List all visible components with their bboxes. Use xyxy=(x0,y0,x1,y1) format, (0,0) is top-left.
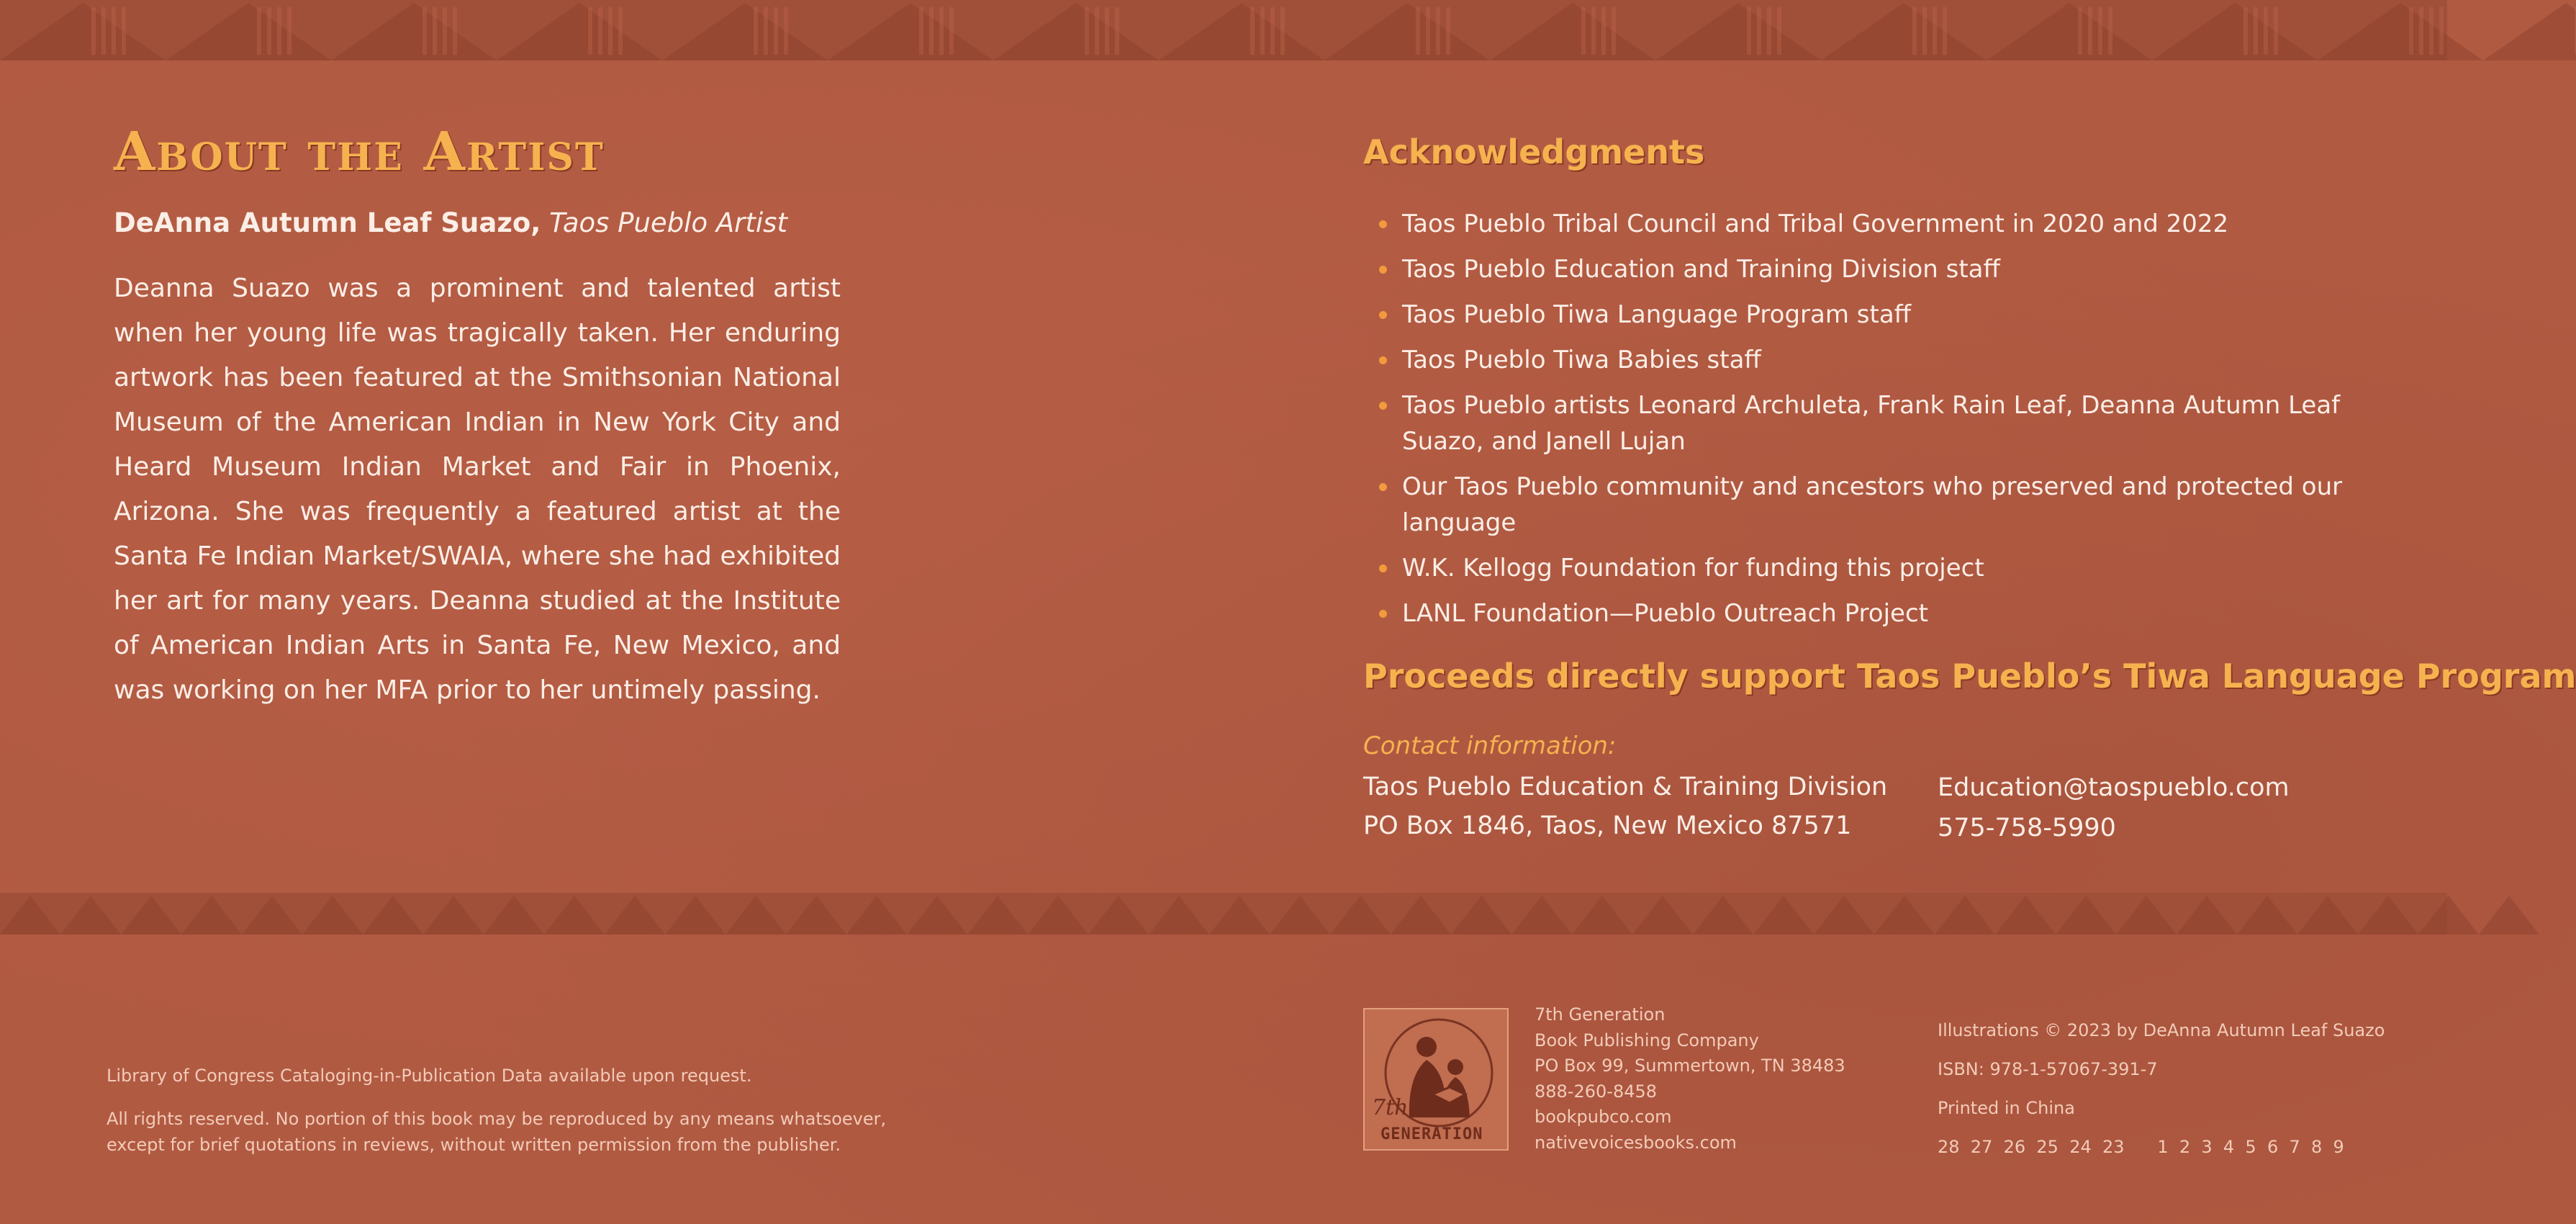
pattern-bar xyxy=(939,7,944,55)
reading-figures-icon xyxy=(1365,1009,1507,1149)
pattern-bar xyxy=(588,7,592,55)
rights-line-1: All rights reserved. No portion of this book may be reproduced by any means whatsoever, xyxy=(107,1109,887,1129)
middle-pattern-svg xyxy=(0,893,2447,935)
list-item-text: Taos Pueblo Tiwa Babies staff xyxy=(1402,346,1761,374)
contact-address: PO Box 1846, Taos, New Mexico 87571 xyxy=(1363,811,1852,840)
contact-details-block xyxy=(1938,768,2290,848)
bullet-icon xyxy=(1379,483,1387,491)
pattern-bar xyxy=(101,7,106,55)
list-item xyxy=(1363,342,2371,378)
pattern-bar xyxy=(1446,7,1450,55)
bullet-icon xyxy=(1379,356,1387,364)
logo-text-top: 7th xyxy=(1372,1095,1409,1120)
bullet-icon xyxy=(1379,220,1387,228)
pattern-bar xyxy=(608,7,613,55)
list-item xyxy=(1363,469,2371,541)
list-item xyxy=(1363,550,2371,586)
top-pattern-band xyxy=(0,0,2447,60)
cataloging-note: Library of Congress Cataloging-in-Publication Data available upon request. xyxy=(107,1066,752,1086)
pattern-bar xyxy=(1270,7,1275,55)
pattern-triangle xyxy=(2483,3,2576,60)
artist-bio: Deanna Suazo was a prominent and talented artist when her young life was tragically taken. Her enduring artwork has been featured at the Smithsonian National Museum of the American Indian in New York City and Heard Museum Indian Market and Fair in Phoenix, Arizona. She was frequently a featured artist at the Santa Fe Indian Market/SWAIA, where she had exhibited her art for many years. Deanna studied at the Institute of American Indian Arts in Santa Fe, New Mexico, and was working on her MFA prior to her untimely passing. xyxy=(114,274,841,705)
artist-name: DeAnna Autumn Leaf Suazo, xyxy=(114,207,541,238)
list-item xyxy=(1363,206,2371,242)
pattern-bar xyxy=(1105,7,1109,55)
contact-phone: 575-758-5990 xyxy=(1938,814,2116,842)
bullet-icon xyxy=(1379,402,1387,410)
bullet-icon xyxy=(1379,311,1387,319)
pattern-bar xyxy=(1095,7,1099,55)
rights-line-2: except for brief quotations in reviews, without written permission from the publisher. xyxy=(107,1135,841,1155)
pattern-bar xyxy=(257,7,261,55)
publisher-website-1: bookpubco.com xyxy=(1535,1107,1672,1127)
contact-org: Taos Pueblo Education & Training Division xyxy=(1363,773,1888,801)
pattern-bar xyxy=(1581,7,1586,55)
printing-line xyxy=(1938,1128,2385,1166)
bullet-icon xyxy=(1379,564,1387,572)
contact-email: Education@taospueblo.com xyxy=(1938,773,2290,802)
pattern-bar xyxy=(1601,7,1606,55)
pattern-bar xyxy=(422,7,427,55)
pattern-bar xyxy=(1922,7,1927,55)
rights-notice xyxy=(107,1106,898,1158)
pattern-bar xyxy=(919,7,923,55)
pattern-bar xyxy=(1612,7,1616,55)
pattern-bar xyxy=(2429,7,2433,55)
pattern-bar xyxy=(267,7,271,55)
publisher-phone: 888-260-8458 xyxy=(1535,1081,1658,1102)
pattern-bar xyxy=(2088,7,2092,55)
contact-label: Contact information: xyxy=(1363,732,1617,760)
printed-in: Printed in China xyxy=(1938,1098,2075,1118)
illustrations-credit: Illustrations © 2023 by DeAnna Autumn Leaf Suazo xyxy=(1938,1020,2385,1040)
pattern-bar xyxy=(287,7,292,55)
logo-text-bottom: GENERATION xyxy=(1380,1125,1483,1143)
pattern-bar xyxy=(1280,7,1285,55)
pattern-bar xyxy=(1777,7,1781,55)
pattern-bar xyxy=(2254,7,2258,55)
printing-numbers: 1 2 3 4 5 6 7 8 9 xyxy=(2157,1137,2344,1157)
middle-pattern-band xyxy=(0,893,2447,935)
artist-credit xyxy=(114,207,787,238)
pattern-bar xyxy=(754,7,758,55)
bullet-icon xyxy=(1379,610,1387,618)
printing-years: 28 27 26 25 24 23 xyxy=(1938,1137,2125,1157)
pattern-bar xyxy=(277,7,281,55)
pattern-bar xyxy=(2078,7,2082,55)
pattern-bar xyxy=(774,7,778,55)
list-item-text: W.K. Kellogg Foundation for funding this project xyxy=(1402,554,1984,582)
isbn: ISBN: 978-1-57067-391-7 xyxy=(1938,1059,2158,1079)
pattern-bar xyxy=(929,7,934,55)
list-item-text: Taos Pueblo Tribal Council and Tribal Government in 2020 and 2022 xyxy=(1402,210,2229,238)
pattern-bar xyxy=(91,7,96,55)
proceeds-heading: Proceeds directly support Taos Pueblo’s Tiwa Language Program xyxy=(1363,657,2576,696)
publisher-name: 7th Generation xyxy=(1535,1004,1666,1025)
contact-address-block xyxy=(1363,768,1887,845)
pattern-triangle xyxy=(2479,896,2539,935)
pattern-bar xyxy=(433,7,437,55)
pattern-bar xyxy=(1591,7,1596,55)
list-item-text: Taos Pueblo Tiwa Language Program staff xyxy=(1402,300,1912,329)
pattern-bar xyxy=(1436,7,1440,55)
pattern-bar xyxy=(2439,7,2444,55)
pattern-bar xyxy=(1912,7,1917,55)
pattern-bar xyxy=(2409,7,2413,55)
pattern-bar xyxy=(764,7,768,55)
pattern-bar xyxy=(122,7,126,55)
acknowledgments-list xyxy=(1363,206,2371,641)
pattern-bar xyxy=(453,7,457,55)
publisher-info xyxy=(1535,1002,1845,1156)
pattern-bar xyxy=(598,7,602,55)
pattern-bar xyxy=(2098,7,2102,55)
pattern-bar xyxy=(2419,7,2423,55)
pattern-bar xyxy=(1085,7,1089,55)
bullet-icon xyxy=(1379,266,1387,274)
publisher-company: Book Publishing Company xyxy=(1535,1030,1759,1050)
list-item-text: Taos Pueblo Education and Training Division staff xyxy=(1402,255,2000,284)
imprint-info xyxy=(1938,1011,2385,1166)
pattern-bar xyxy=(1416,7,1420,55)
list-item xyxy=(1363,387,2371,459)
list-item xyxy=(1363,251,2371,287)
pattern-bar xyxy=(1115,7,1119,55)
pattern-bar xyxy=(1250,7,1255,55)
pattern-bar xyxy=(1260,7,1265,55)
pattern-bar xyxy=(949,7,954,55)
pattern-bar xyxy=(1757,7,1761,55)
about-artist-heading: About the Artist xyxy=(114,121,605,183)
list-item-text: Taos Pueblo artists Leonard Archuleta, Frank Rain Leaf, Deanna Autumn Leaf Suazo, and Janell Lujan xyxy=(1402,391,2341,456)
pattern-bar xyxy=(1747,7,1751,55)
acknowledgments-heading: Acknowledgments xyxy=(1363,132,1705,171)
publisher-address: PO Box 99, Summertown, TN 38483 xyxy=(1535,1056,1845,1076)
pattern-bar xyxy=(618,7,623,55)
pattern-bar xyxy=(443,7,447,55)
top-pattern-svg xyxy=(0,0,2447,60)
publisher-website-2: nativevoicesbooks.com xyxy=(1535,1132,1737,1153)
pattern-bar xyxy=(784,7,788,55)
pattern-bar xyxy=(2108,7,2112,55)
pattern-bar xyxy=(1767,7,1771,55)
list-item-text: LANL Foundation—Pueblo Outreach Project xyxy=(1402,599,1928,628)
pattern-bar xyxy=(2243,7,2248,55)
pattern-bar xyxy=(112,7,116,55)
pattern-bar xyxy=(2264,7,2268,55)
publisher-logo xyxy=(1363,1008,1509,1151)
artist-role: Taos Pueblo Artist xyxy=(549,207,787,238)
pattern-bar xyxy=(1943,7,1947,55)
list-item-text: Our Taos Pueblo community and ancestors who preserved and protected our language xyxy=(1402,472,2343,537)
pattern-bar xyxy=(2274,7,2278,55)
list-item xyxy=(1363,297,2371,333)
pattern-bar xyxy=(1933,7,1937,55)
pattern-bar xyxy=(1426,7,1430,55)
list-item xyxy=(1363,595,2371,631)
